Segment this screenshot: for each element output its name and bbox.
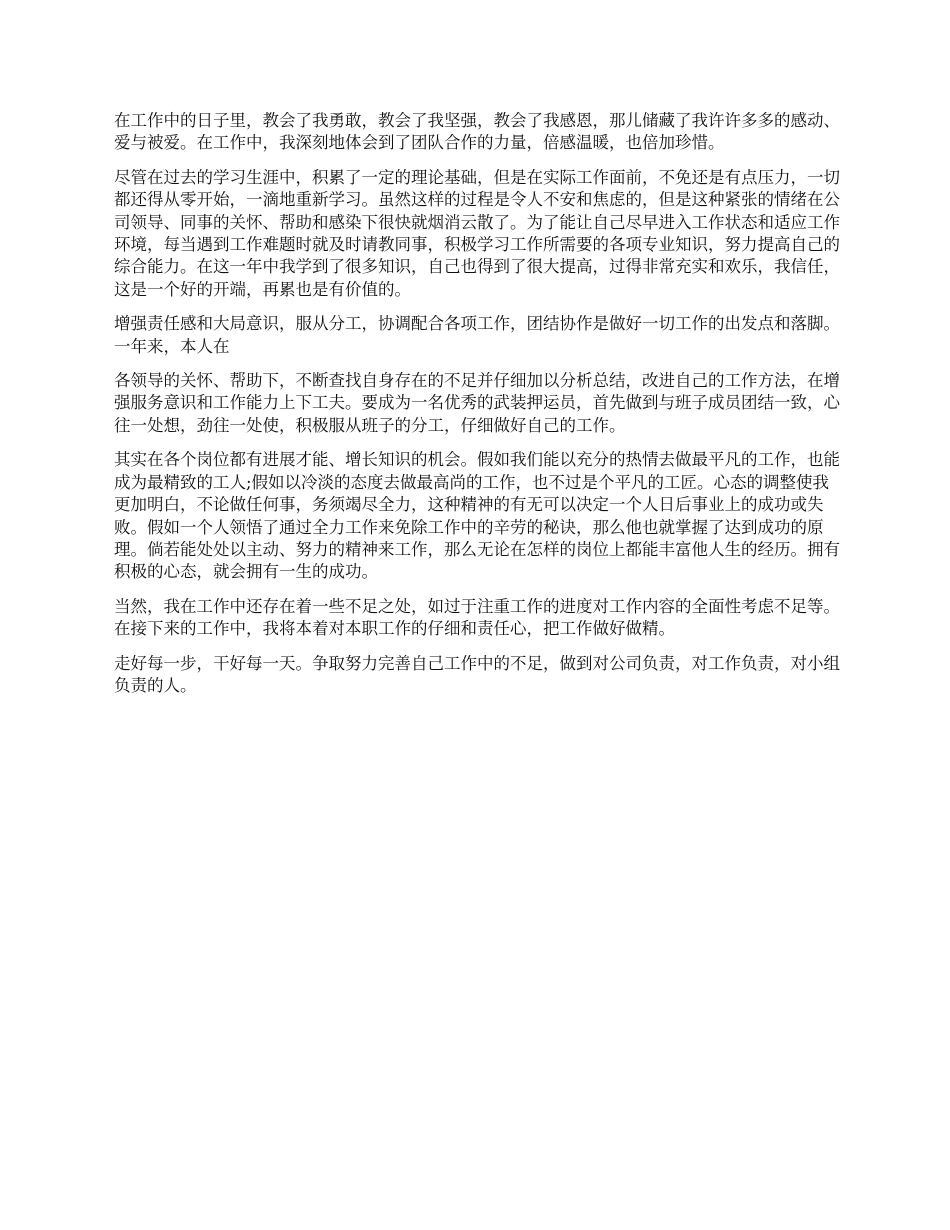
paragraph-5: 其实在各个岗位都有进展才能、增长知识的机会。假如我们能以充分的热情去做最平凡的工作，也能成为最精致的工人;假如以冷淡的态度去做最高尚的工作，也不过是个平凡的工匠。心态的调整使我更加明白，不论做任何事，务须竭尽全力，这种精神的有无可以决定一个人日后事业上的成功或失败。假如一个人领悟了通过全力工作来免除工作中的辛劳的秘诀，那么他也就掌握了达到成功的原理。倘若能处处以主动、努力的精神来工作，那么无论在怎样的岗位上都能丰富他人生的经历。拥有积极的心态，就会拥有一生的成功。 <box>114 450 840 582</box>
paragraph-1: 在工作中的日子里，教会了我勇敢，教会了我坚强，教会了我感恩，那儿储藏了我许许多多的感动、爱与被爱。在工作中，我深刻地体会到了团队合作的力量，倍感温暖，也倍加珍惜。 <box>114 111 840 153</box>
paragraph-4: 各领导的关怀、帮助下，不断查找自身存在的不足并仔细加以分析总结，改进自己的工作方法，在增强服务意识和工作能力上下工夫。要成为一名优秀的武装押运员，首先做到与班子成员团结一致，心往一处想，劲往一处使，积极服从班子的分工，仔细做好自己的工作。 <box>114 371 840 435</box>
document-body <box>114 110 840 709</box>
paragraph-6: 当然，我在工作中还存在着一些不足之处，如过于注重工作的进度对工作内容的全面性考虑不足等。在接下来的工作中，我将本着对本职工作的仔细和责任心，把工作做好做精。 <box>114 596 840 639</box>
paragraph-7: 走好每一步，干好每一天。争取努力完善自己工作中的不足，做到对公司负责，对工作负责，对小组负责的人。 <box>114 653 840 695</box>
paragraph-3: 增强责任感和大局意识，服从分工，协调配合各项工作，团结协作是做好一切工作的出发点和落脚。一年来，本人在 <box>114 314 840 356</box>
paragraph-2: 尽管在过去的学习生涯中，积累了一定的理论基础，但是在实际工作面前，不免还是有点压力，一切都还得从零开始，一滴地重新学习。虽然这样的过程是令人不安和焦虑的，但是这种紧张的情绪在公司领导、同事的关怀、帮助和感染下很快就烟消云散了。为了能让自己尽早进入工作状态和适应工作环境，每当遇到工作难题时就及时请教同事，积极学习工作所需要的各项专业知识，努力提高自己的综合能力。在这一年中我学到了很多知识，自己也得到了很大提高，过得非常充实和欢乐，我信任，这是一个好的开端，再累也是有价值的。 <box>114 167 840 299</box>
